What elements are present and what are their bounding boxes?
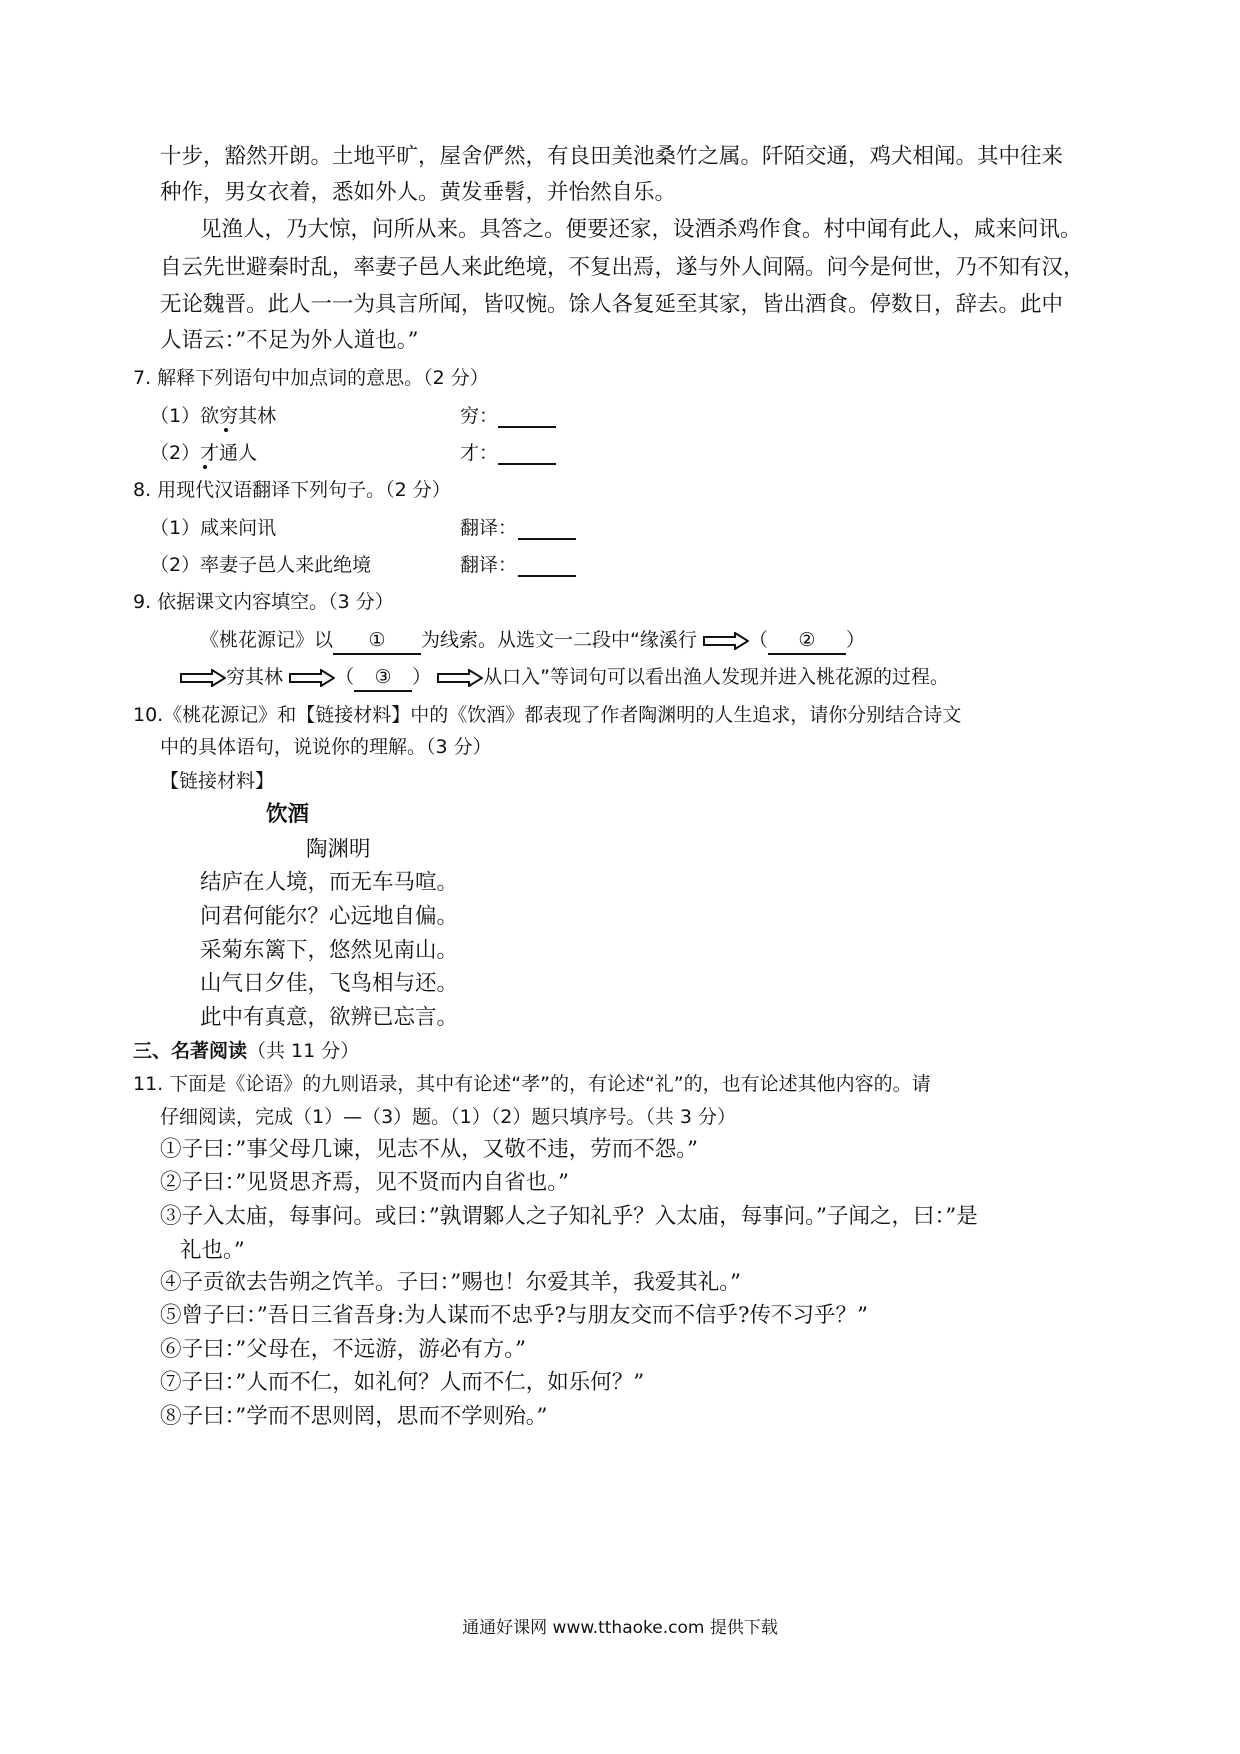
q8-answer-blank-1[interactable] xyxy=(518,516,576,540)
quote-item: ⑥子曰：”父母在，不远游，游必有方。” xyxy=(160,1337,526,1362)
q9-line-2 xyxy=(180,661,949,693)
poem-line: 问君何能尔？心远地自偏。 xyxy=(200,904,459,929)
poem-line: 山气日夕佳，飞鸟相与还。 xyxy=(200,971,459,996)
q7-answer-label-2: 才： xyxy=(460,442,499,464)
poem-line: 采菊东篱下，悠然见南山。 xyxy=(200,938,459,963)
q7-item-2: （2）才通人 xyxy=(150,442,258,464)
q9-text: ） xyxy=(845,629,865,651)
passage-line-2: 种作，男女衣着，悉如外人。黄发垂髫，并怡然自乐。 xyxy=(160,180,677,205)
q9-text: 为线索。从选文一二段中“缘溪行 xyxy=(421,629,697,651)
q9-text: （ xyxy=(748,629,768,651)
q8-answer-blank-2[interactable] xyxy=(518,553,576,577)
quote-item: ②子曰：”见贤思齐焉，见不贤而内自省也。” xyxy=(160,1170,569,1195)
q8-answer-label-1: 翻译： xyxy=(460,517,518,539)
q10-stem-1: 10.《桃花源记》和【链接材料】中的《饮酒》都表现了作者陶渊明的人生追求，请你分别结合诗文 xyxy=(133,704,962,726)
poem-line: 结庐在人境，而无车马喧。 xyxy=(200,870,459,895)
q7-answer-blank-1[interactable] xyxy=(498,404,556,428)
q9-blank-2[interactable]: ② xyxy=(768,627,846,655)
q9-text: （ xyxy=(335,666,355,688)
right-arrow-icon xyxy=(289,669,335,687)
section-title: 三、名著阅读 xyxy=(133,1040,248,1062)
passage-line-3: 见渔人，乃大惊，问所从来。具答之。便要还家，设酒杀鸡作食。村中闻有此人，咸来问讯。 xyxy=(200,217,1082,242)
material-label: 【链接材料】 xyxy=(160,770,275,792)
q8-item-2: （2）率妻子邑人来此绝境 xyxy=(150,554,372,576)
passage-line-5: 无论魏晋。此人一一为具言所闻，皆叹惋。馀人各复延至其家，皆出酒食。停数日，辞去。此中 xyxy=(160,292,1064,317)
q11-stem-1: 11. 下面是《论语》的九则语录，其中有论述“孝”的，有论述“礼”的，也有论述其他内容的。请 xyxy=(133,1073,931,1095)
passage-line-4: 自云先世避秦时乱，率妻子邑人来此绝境，不复出焉，遂与外人间隔。问今是何世，乃不知有汉， xyxy=(160,255,1085,280)
passage-line-1: 十步，豁然开朗。土地平旷，屋舍俨然，有良田美池桑竹之属。阡陌交通，鸡犬相闻。其中往来 xyxy=(160,144,1064,169)
q7-answer-blank-2[interactable] xyxy=(498,441,556,465)
q9-text: ） xyxy=(412,666,432,688)
q7-stem: 7. 解释下列语句中加点词的意思。（2 分） xyxy=(133,367,489,389)
q9-blank-1[interactable]: ① xyxy=(333,627,421,655)
q8-stem: 8. 用现代汉语翻译下列句子。（2 分） xyxy=(133,479,451,501)
quote-item: ⑤曾子曰：”吾日三省吾身:为人谋而不忠乎?与朋友交而不信乎?传不习乎？” xyxy=(160,1303,869,1328)
q9-stem: 9. 依据课文内容填空。（3 分） xyxy=(133,591,394,613)
quote-item: ①子曰：”事父母几谏，见志不从，又敬不违，劳而不怨。” xyxy=(160,1137,698,1162)
passage-line-6: 人语云：”不足为外人道也。” xyxy=(160,328,419,353)
emphasis-dot xyxy=(203,465,207,469)
q9-text: 《桃花源记》以 xyxy=(200,629,334,651)
q9-text: 从口入”等词句可以看出渔人发现并进入桃花源的过程。 xyxy=(483,666,949,688)
quote-item-continuation: 礼也。” xyxy=(180,1238,245,1263)
poem-line: 此中有真意，欲辨已忘言。 xyxy=(200,1005,459,1030)
quote-item: ④子贡欲去告朔之饩羊。子曰：”赐也！尔爱其羊，我爱其礼。” xyxy=(160,1270,741,1295)
quote-item: ⑧子曰：”学而不思则罔，思而不学则殆。” xyxy=(160,1404,548,1429)
page-footer: 通通好课网 www.tthaoke.com 提供下载 xyxy=(462,1618,778,1638)
section-heading xyxy=(133,1035,359,1067)
right-arrow-icon xyxy=(180,669,226,687)
q7-answer-label-1: 穷： xyxy=(460,405,499,427)
section-score: （共 11 分） xyxy=(247,1040,360,1062)
right-arrow-icon xyxy=(703,632,749,650)
q8-item-1: （1）咸来问讯 xyxy=(150,517,277,539)
emphasis-dot xyxy=(224,428,228,432)
q9-line-1 xyxy=(200,624,865,656)
q10-stem-2: 中的具体语句，说说你的理解。（3 分） xyxy=(160,736,492,758)
q8-answer-label-2: 翻译： xyxy=(460,554,518,576)
q11-stem-2: 仔细阅读，完成（1）—（3）题。（1）（2）题只填序号。（共 3 分） xyxy=(160,1106,737,1128)
quote-item: ③子入太庙，每事问。或曰：”孰谓鄹人之子知礼乎？入太庙，每事问。”子闻之，曰：”是 xyxy=(160,1204,978,1229)
q9-blank-3[interactable]: ③ xyxy=(354,664,412,692)
q7-item-1: （1）欲穷其林 xyxy=(150,405,277,427)
quote-item: ⑦子曰：”人而不仁，如礼何？人而不仁，如乐何？” xyxy=(160,1370,645,1395)
right-arrow-icon xyxy=(437,669,483,687)
poem-title: 饮酒 xyxy=(266,802,310,827)
poem-author: 陶渊明 xyxy=(306,837,371,862)
q9-text: 穷其林 xyxy=(226,666,284,688)
